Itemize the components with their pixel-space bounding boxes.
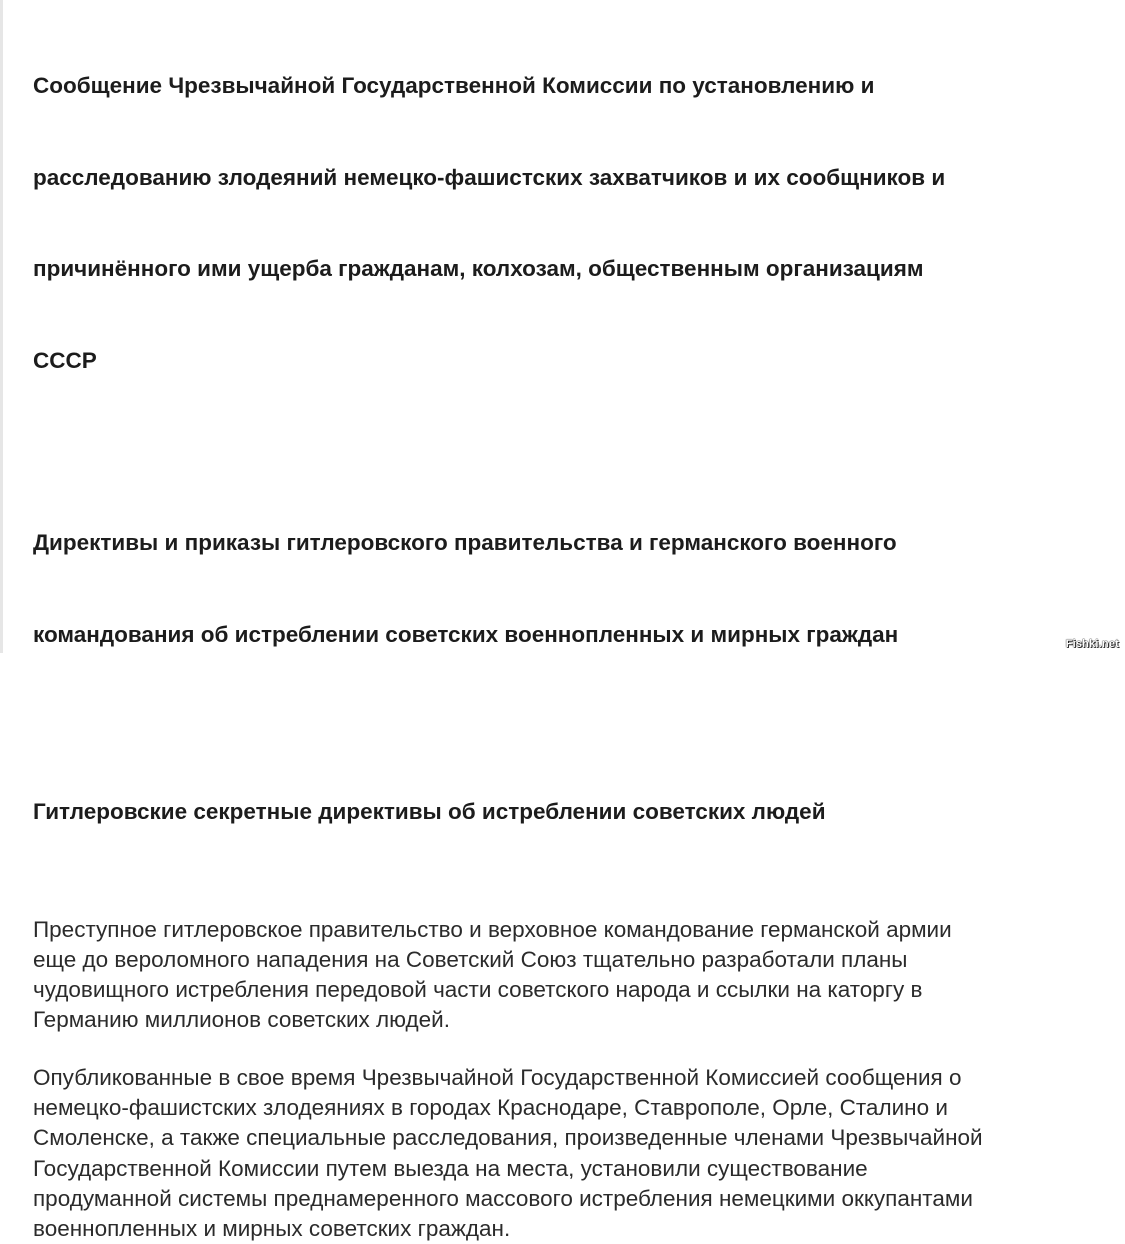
heading-line: Гитлеровские секретные директивы об истреблении советских людей xyxy=(33,799,826,824)
paragraph-line: немецко-фашистских злодеяниях в городах Краснодаре, Ставрополе, Орле, Сталино и xyxy=(33,1094,948,1120)
article-body xyxy=(33,10,1103,1244)
paragraph-line: Преступное гитлеровское правительство и верховное командование германской армии xyxy=(33,916,952,942)
paragraph-criminal-government xyxy=(33,915,1103,1036)
heading-secret-directives xyxy=(33,736,1103,889)
heading-line: Сообщение Чрезвычайной Государственной Комиссии по установлению и xyxy=(33,73,875,98)
paragraph-line: еще до вероломного нападения на Советский Союз тщательно разработали планы xyxy=(33,946,908,972)
heading-commission-report xyxy=(33,10,1103,437)
paragraph-line: военнопленных и мирных советских граждан. xyxy=(33,1216,511,1242)
heading-line: СССР xyxy=(33,347,97,373)
left-border xyxy=(0,0,3,653)
paragraph-line: продуманной системы преднамеренного массового истребления немецкими оккупантами xyxy=(33,1185,973,1211)
paragraph-line: Германию миллионов советских людей. xyxy=(33,1007,450,1033)
paragraph-published-reports xyxy=(33,1063,1103,1244)
heading-line: Директивы и приказы гитлеровского правительства и германского военного xyxy=(33,530,897,555)
paragraph-line: Опубликованные в свое время Чрезвычайной Государственной Комиссией сообщения о xyxy=(33,1064,962,1090)
heading-directives-orders xyxy=(33,467,1103,711)
heading-line: причинённого ими ущерба гражданам, колхозам, общественным организациям xyxy=(33,256,924,281)
heading-line: расследованию злодеяний немецко-фашистских захватчиков и их сообщников и xyxy=(33,164,946,190)
paragraph-line: Государственной Комиссии путем выезда на места, установили существование xyxy=(33,1155,868,1181)
paragraph-line: Смоленске, а также специальные расследования, произведенные членами Чрезвычайной xyxy=(33,1125,983,1151)
paragraph-line: чудовищного истребления передовой части советского народа и ссылки на каторгу в xyxy=(33,977,923,1003)
heading-line: командования об истреблении советских военнопленных и мирных граждан xyxy=(33,621,899,647)
site-watermark: Fishki.net xyxy=(1065,638,1119,650)
